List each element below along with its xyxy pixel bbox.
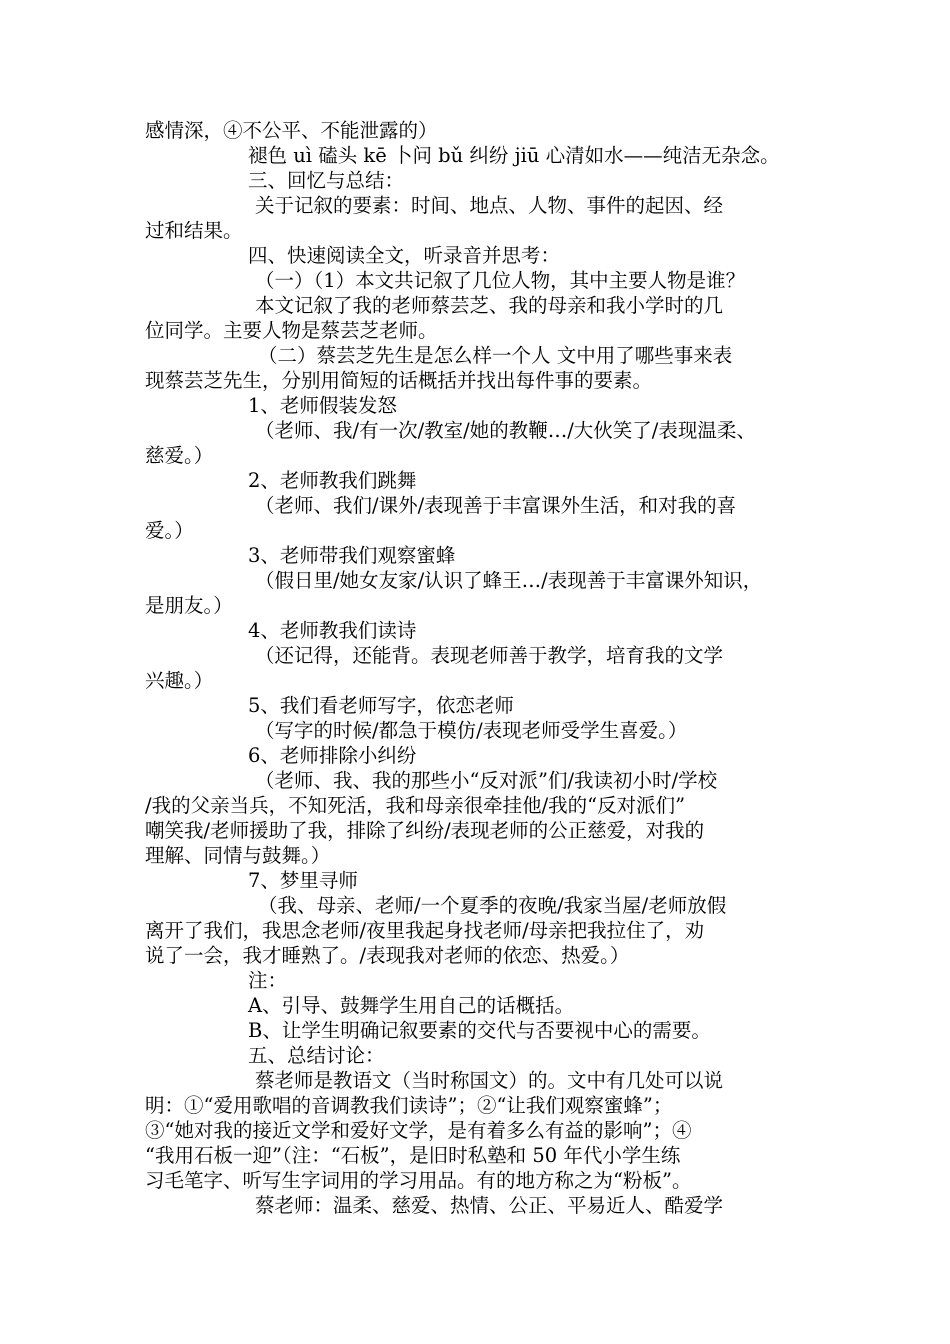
text-line: 1、老师假装发怒 <box>248 394 397 417</box>
text-line: 4、老师教我们读诗 <box>248 619 417 642</box>
text-line: 3、老师带我们观察蜜蜂 <box>248 544 456 567</box>
text-line: 7、梦里寻师 <box>248 869 358 892</box>
text-line: 嘲笑我/老师援助了我，排除了纠纷/表现老师的公正慈爱，对我的 <box>145 819 705 842</box>
text-line: /我的父亲当兵，不知死活，我和母亲很牵挂他/我的“反对派们” <box>145 794 686 817</box>
text-line: 慈爱。） <box>145 444 214 467</box>
text-line: 兴趣。） <box>145 669 214 692</box>
text-line: 褪色 uì 磕头 kē 卜问 bǔ 纠纷 jiū 心清如水——纯洁无杂念。 <box>248 144 780 167</box>
text-line: “我用石板一迎”（注：“石板”，是旧时私塾和 50 年代小学生练 <box>145 1144 681 1167</box>
text-line: ③“她对我的接近文学和爱好文学，是有着多么有益的影响”；④ <box>145 1119 692 1142</box>
text-line: 三、回忆与总结： <box>248 169 405 192</box>
text-line: （我、母亲、老师/一个夏季的夜晚/我家当屋/老师放假 <box>258 894 727 917</box>
text-line: 蔡老师：温柔、慈爱、热情、公正、平易近人、酷爱学 <box>255 1194 724 1217</box>
text-line: 感情深，④不公平、不能泄露的） <box>145 119 438 142</box>
text-line: （二）蔡芸芝先生是怎么样一个人 文中用了哪些事来表 <box>258 344 733 367</box>
text-line: 现蔡芸芝先生，分别用简短的话概括并找出每件事的要素。 <box>145 369 653 392</box>
text-line: B、让学生明确记叙要素的交代与否要视中心的需要。 <box>248 1019 711 1042</box>
text-line: A、引导、鼓舞学生用自己的话概括。 <box>248 994 575 1017</box>
text-line: （老师、我/有一次/教室/她的教鞭…/大伙笑了/表现温柔、 <box>255 419 756 442</box>
text-line: 离开了我们，我思念老师/夜里我起身找老师/母亲把我拉住了，劝 <box>145 919 705 942</box>
text-line: 本文记叙了我的老师蔡芸芝、我的母亲和我小学时的几 <box>255 294 724 317</box>
text-line: （老师、我、我的那些小“反对派”们/我读初小时/学校 <box>255 769 718 792</box>
text-line: 爱。） <box>145 519 194 542</box>
text-line: 5、我们看老师写字，依恋老师 <box>248 694 514 717</box>
text-line: 习毛笔字、听写生字词用的学习用品。有的地方称之为“粉板”。 <box>145 1169 692 1192</box>
text-line: 过和结果。 <box>145 219 243 242</box>
text-line: 说了一会，我才睡熟了。/表现我对老师的依恋、热爱。） <box>145 944 630 967</box>
text-line: （一）（1）本文共记叙了几位人物，其中主要人物是谁？ <box>255 269 746 292</box>
text-line: 四、快速阅读全文，听录音并思考： <box>248 244 561 267</box>
text-line: （老师、我们/课外/表现善于丰富课外生活，和对我的喜 <box>255 494 737 517</box>
text-line: 关于记叙的要素：时间、地点、人物、事件的起因、经 <box>255 194 724 217</box>
text-line: （还记得，还能背。表现老师善于教学，培育我的文学 <box>255 644 724 667</box>
text-line: 6、老师排除小纠纷 <box>248 744 417 767</box>
document-body <box>145 118 811 1218</box>
text-line: 五、总结讨论： <box>248 1044 385 1067</box>
text-line: 是朋友。） <box>145 594 233 617</box>
text-line: 蔡老师是教语文（当时称国文）的。文中有几处可以说 <box>255 1069 724 1092</box>
text-line: （写字的时候/都急于模仿/表现老师受学生喜爱。） <box>255 719 688 742</box>
text-line: 注： <box>248 969 288 992</box>
text-line: （假日里/她女友家/认识了蜂王…/表现善于丰富课外知识， <box>255 569 763 592</box>
text-line: 2、老师教我们跳舞 <box>248 469 417 492</box>
text-line: 明：①“爱用歌唱的音调教我们读诗”；②“让我们观察蜜蜂”； <box>145 1094 673 1117</box>
text-line: 理解、同情与鼓舞。） <box>145 844 331 867</box>
text-line: 位同学。主要人物是蔡芸芝老师。 <box>145 319 438 342</box>
